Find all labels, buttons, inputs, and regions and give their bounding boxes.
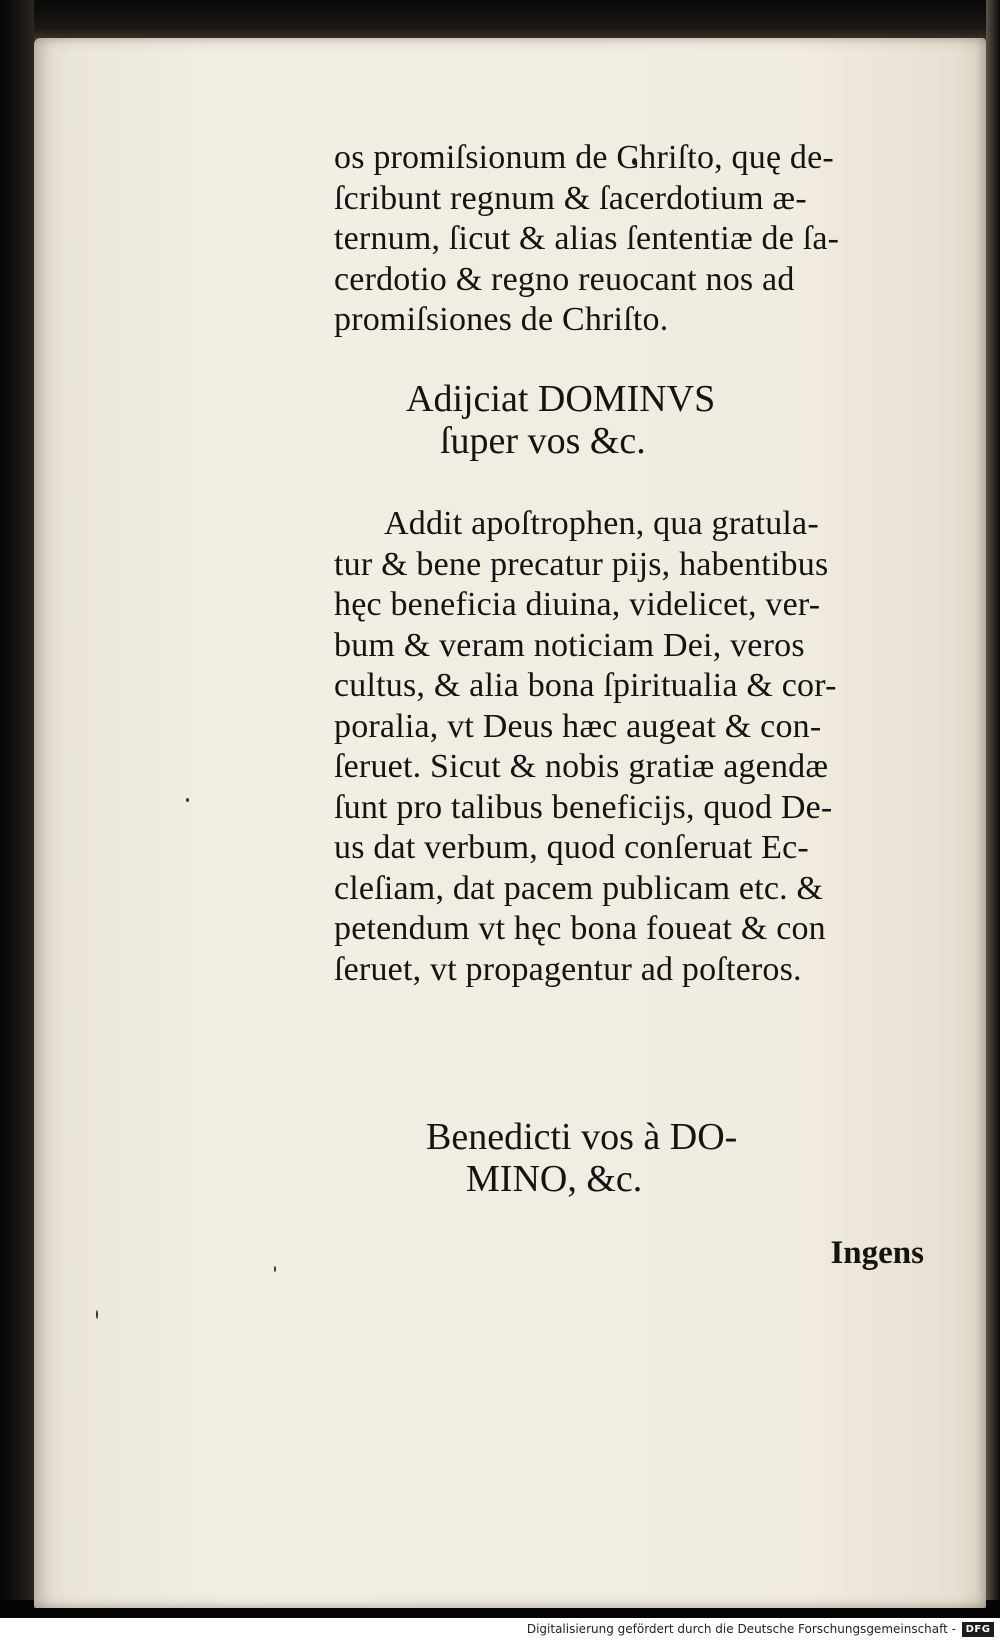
digitization-footer	[0, 1618, 1000, 1643]
text-line: ſeruet, vt propagentur ad poſteros.	[334, 950, 802, 988]
text-line: Addit apoſtrophen, qua gratula-	[384, 505, 819, 542]
heading-line: ſuper vos &c.	[440, 420, 646, 462]
paper-speck	[186, 798, 189, 802]
paragraph-continuation	[334, 138, 954, 341]
text-line: us dat verbum, quod conſeruat Ec-	[334, 829, 809, 866]
book-right-edge	[986, 0, 1000, 1610]
heading-line: Benedicti vos à DO-	[426, 1116, 738, 1158]
heading-line: Adijciat DOMINVS	[406, 378, 716, 420]
text-line: ternum, ſicut & alias ſententiæ de ſa-	[334, 220, 840, 257]
text-line: ſunt pro talibus beneficijs, quod De-	[334, 788, 833, 826]
paper-speck	[274, 1266, 276, 1272]
commentary-paragraph	[334, 504, 954, 990]
text-line: petendum vt hęc bona foueat & con	[334, 910, 826, 947]
book-page	[34, 38, 986, 1608]
text-line: bum & veram noticiam Dei, veros	[334, 626, 805, 664]
funding-note: Digitalisierung gefördert durch die Deutsche Forschungsgemeinschaft -	[526, 1622, 956, 1636]
text-line: hęc beneficia diuina, videlicet, ver-	[334, 586, 821, 623]
book-top-edge	[34, 0, 994, 40]
heading-line: MINO, &c.	[466, 1158, 643, 1200]
text-line: ſeruet. Sicut & nobis gratiæ agendæ	[334, 748, 829, 785]
text-line: tur & bene precatur pijs, habentibus	[334, 545, 829, 583]
catchword: Ingens	[830, 1235, 924, 1271]
section-heading-2	[426, 1116, 737, 1200]
paper-speck	[96, 1310, 98, 1319]
text-line: os promiſsionum de Chriſto, quę de-	[334, 139, 834, 176]
section-heading-1	[406, 378, 715, 462]
dfg-logo: DFG	[962, 1622, 994, 1637]
text-line: cerdotio & regno reuocant nos ad	[334, 260, 795, 298]
book-spine-left	[0, 0, 34, 1610]
text-line: cleſiam, dat pacem publicam etc. &	[334, 869, 824, 907]
text-line: cultus, & alia bona ſpiritualia & cor-	[334, 667, 837, 704]
text-line: ſcribunt regnum & ſacerdotium æ-	[334, 179, 807, 217]
text-line: poralia, vt Deus hæc augeat & con-	[334, 707, 822, 745]
text-line: promiſsiones de Chriſto.	[334, 301, 669, 338]
